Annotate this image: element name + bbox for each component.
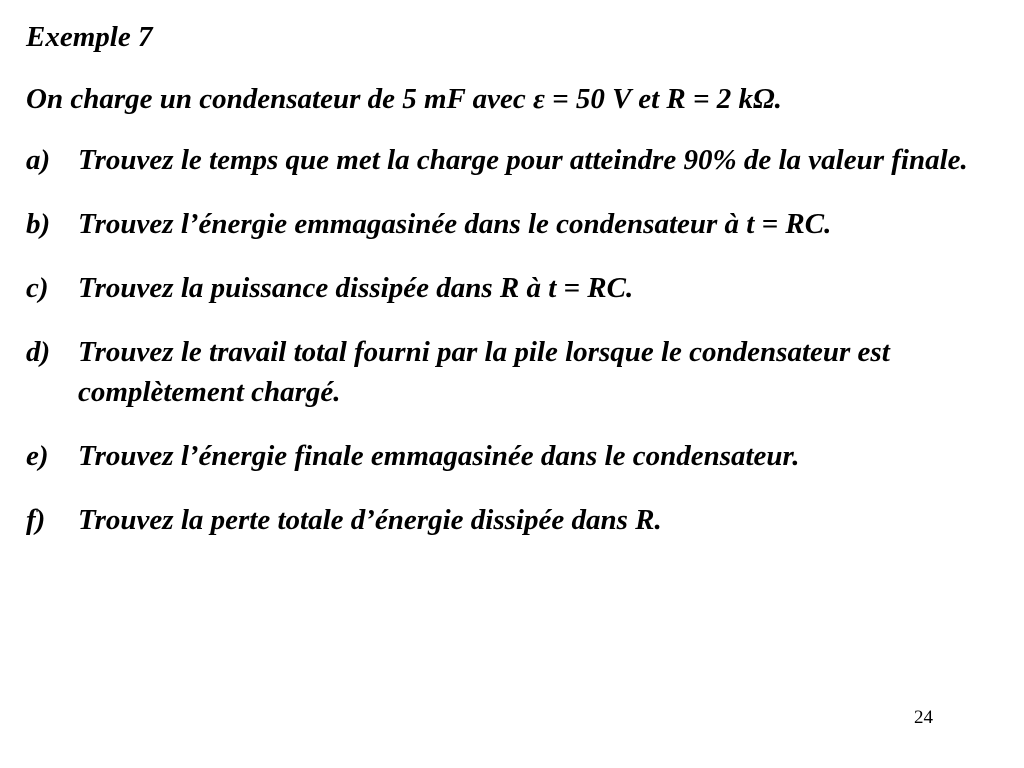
question-item-d: [26, 332, 996, 412]
question-item-a: [26, 140, 996, 180]
question-marker: a): [26, 144, 51, 176]
question-marker: d): [26, 336, 51, 368]
problem-statement: On charge un condensateur de 5 mF avec ε = 50 V et R = 2 kΩ.: [26, 83, 782, 115]
question-item-f: [26, 500, 996, 540]
slide-title: Exemple 7: [26, 21, 153, 53]
question-text: Trouvez l’énergie finale emmagasinée dans le condensateur.: [78, 440, 800, 472]
question-marker: f): [26, 504, 46, 536]
question-text: Trouvez la puissance dissipée dans R à t = RC.: [78, 272, 634, 304]
question-text: Trouvez le temps que met la charge pour atteindre 90% de la valeur finale.: [78, 144, 968, 176]
question-item-b: [26, 204, 996, 244]
question-item-c: [26, 268, 996, 308]
question-marker: e): [26, 440, 49, 472]
question-text: Trouvez le travail total fourni par la pile lorsque le condensateur est complètement chargé.: [78, 336, 890, 408]
question-text: Trouvez l’énergie emmagasinée dans le condensateur à t = RC.: [78, 208, 832, 240]
question-item-e: [26, 436, 996, 476]
page-number: 24: [914, 707, 933, 728]
question-list: [26, 140, 996, 564]
question-marker: b): [26, 208, 51, 240]
question-marker: c): [26, 272, 49, 304]
question-text: Trouvez la perte totale d’énergie dissipée dans R.: [78, 504, 662, 536]
